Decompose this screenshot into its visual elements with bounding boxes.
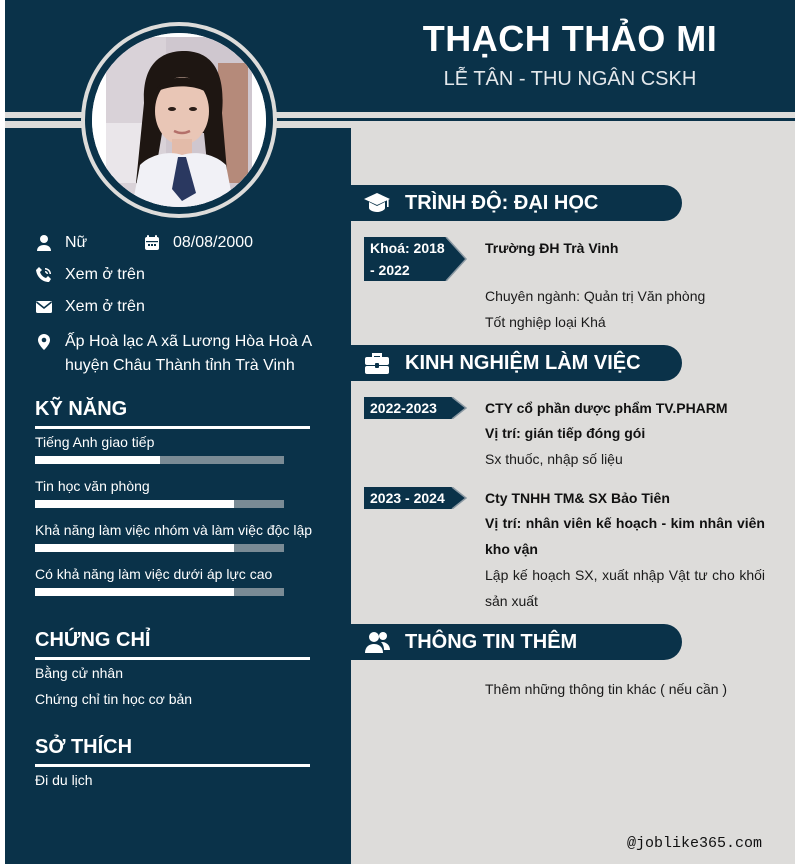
phone-row bbox=[35, 266, 145, 284]
job-period-tag bbox=[364, 487, 468, 509]
skill-label: Khả năng làm việc nhóm và làm việc độc lập bbox=[35, 522, 313, 538]
job-role: Vị trí: nhân viên kế hoạch - kim nhân viên kho vận bbox=[485, 515, 765, 557]
envelope-icon bbox=[35, 298, 53, 316]
skill-level-fill bbox=[35, 500, 234, 508]
job-period-tag bbox=[364, 397, 468, 419]
skill-label: Có khả năng làm việc dưới áp lực cao bbox=[35, 566, 273, 582]
school-name: Trường ĐH Trà Vinh bbox=[485, 240, 619, 256]
email-value: Xem ở trên bbox=[65, 298, 145, 315]
job-role: Vị trí: gián tiếp đóng gói bbox=[485, 425, 646, 441]
skill-level-fill bbox=[35, 456, 160, 464]
additional-text: Thêm những thông tin khác ( nếu cần ) bbox=[485, 681, 728, 697]
education-heading: TRÌNH ĐỘ: ĐẠI HỌC bbox=[405, 191, 599, 214]
additional-section-bar bbox=[351, 624, 682, 660]
skills-divider bbox=[35, 426, 310, 429]
user-icon bbox=[35, 234, 53, 252]
experience-section-bar bbox=[351, 345, 682, 381]
certificate-item: Chứng chỉ tin học cơ bản bbox=[35, 691, 193, 707]
avatar bbox=[92, 33, 266, 207]
job-company: Cty TNHH TM& SX Bảo Tiên bbox=[485, 490, 670, 506]
skills-heading: KỸ NĂNG bbox=[35, 398, 128, 420]
certificates-heading: CHỨNG CHỈ bbox=[35, 629, 151, 651]
gender-row bbox=[35, 234, 87, 252]
education-period-start: Khoá: 2018 bbox=[370, 240, 445, 256]
job-period: 2023 - 2024 bbox=[370, 490, 445, 506]
experience-heading: KINH NGHIỆM LÀM VIỆC bbox=[405, 351, 641, 374]
candidate-position: LỄ TÂN - THU NGÂN CSKH bbox=[443, 68, 697, 90]
briefcase-icon bbox=[363, 349, 391, 377]
skill-level-bar bbox=[35, 588, 284, 596]
additional-heading: THÔNG TIN THÊM bbox=[405, 630, 578, 653]
candidate-name: THẠCH THẢO MI bbox=[422, 18, 718, 59]
skill-level-fill bbox=[35, 588, 234, 596]
calendar-icon bbox=[143, 234, 161, 252]
certificate-item: Bằng cử nhân bbox=[35, 665, 123, 681]
education-section-bar bbox=[351, 185, 682, 221]
address-row bbox=[35, 330, 325, 378]
skill-label: Tiếng Anh giao tiếp bbox=[35, 434, 155, 450]
avatar-frame bbox=[81, 22, 277, 218]
phone-icon bbox=[35, 266, 53, 284]
watermark: @joblike365.com bbox=[627, 835, 763, 852]
job-description: Lập kế hoạch SX, xuất nhập Vật tư cho khối sản xuất bbox=[485, 567, 765, 609]
users-icon bbox=[363, 628, 391, 656]
education-period-tag bbox=[364, 237, 468, 281]
graduation-cap-icon bbox=[363, 189, 391, 217]
map-pin-icon bbox=[35, 333, 53, 351]
certificates-divider bbox=[35, 657, 310, 660]
skill-level-bar bbox=[35, 500, 284, 508]
sidebar bbox=[5, 128, 351, 864]
education-period-end: - 2022 bbox=[370, 262, 410, 278]
skill-level-fill bbox=[35, 544, 234, 552]
email-row bbox=[35, 298, 145, 316]
birthdate-row bbox=[143, 234, 253, 252]
job-description: Sx thuốc, nhập số liệu bbox=[485, 451, 623, 467]
hobby-item: Đi du lịch bbox=[35, 772, 93, 788]
resume-page bbox=[5, 0, 795, 864]
gender-value: Nữ bbox=[65, 234, 88, 251]
education-graduation: Tốt nghiệp loại Khá bbox=[485, 314, 606, 330]
skill-label: Tin học văn phòng bbox=[35, 478, 150, 494]
job-company: CTY cổ phần dược phẩm TV.PHARM bbox=[485, 400, 728, 416]
hobbies-heading: SỞ THÍCH bbox=[35, 736, 133, 758]
hobbies-divider bbox=[35, 764, 310, 767]
skill-level-bar bbox=[35, 544, 284, 552]
phone-value: Xem ở trên bbox=[65, 266, 145, 283]
education-major: Chuyên ngành: Quản trị Văn phòng bbox=[485, 288, 706, 304]
skill-level-bar bbox=[35, 456, 284, 464]
address-value: Ấp Hoà lạc A xã Lương Hòa Hoà A huyện Châu Thành tỉnh Trà Vinh bbox=[65, 333, 312, 374]
birthdate-value: 08/08/2000 bbox=[173, 234, 254, 251]
job-period: 2022-2023 bbox=[370, 400, 437, 416]
